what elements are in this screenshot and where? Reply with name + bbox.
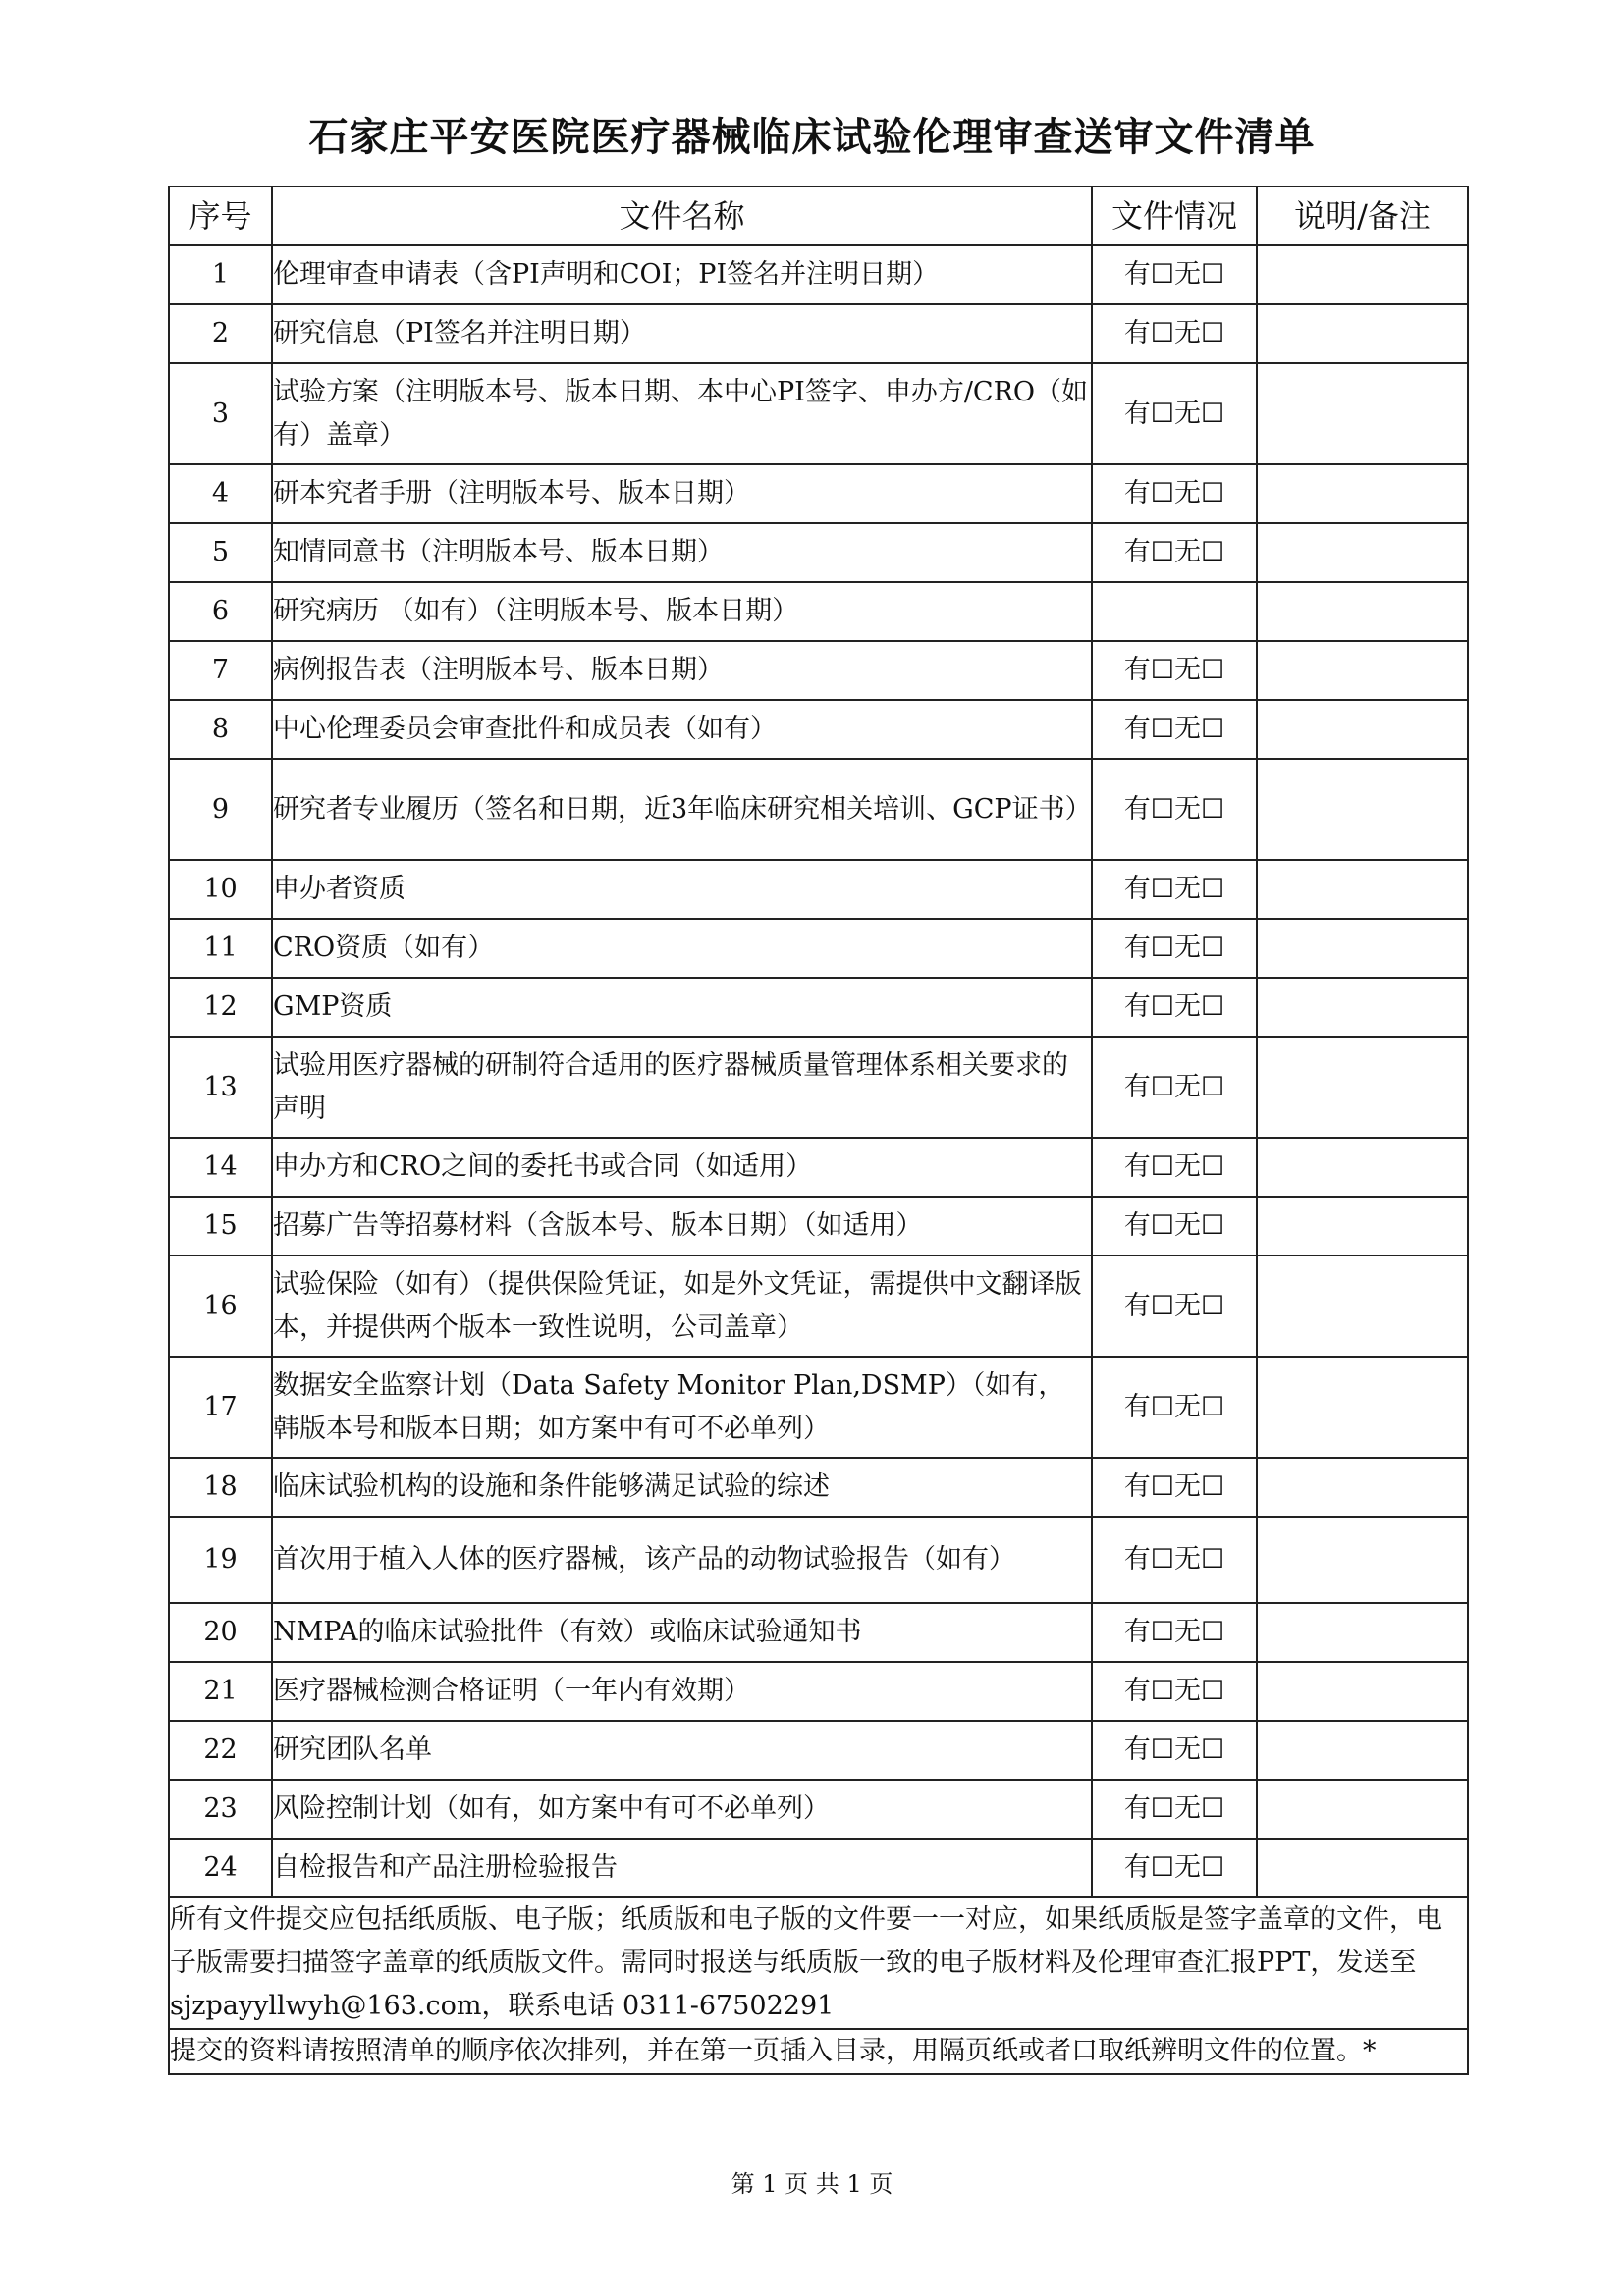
- table-row: [169, 919, 1468, 978]
- row-status-checkbox[interactable]: 有☐无☐: [1092, 245, 1257, 304]
- table-row: [169, 1603, 1468, 1662]
- ordering-instructions: 提交的资料请按照清单的顺序依次排列，并在第一页插入目录，用隔页纸或者口取纸辨明文件的位置。*: [169, 2029, 1468, 2074]
- row-status-checkbox[interactable]: [1092, 582, 1257, 641]
- table-row: [169, 1197, 1468, 1255]
- row-file-name: 中心伦理委员会审查批件和成员表（如有）: [272, 700, 1092, 759]
- table-row: [169, 1662, 1468, 1721]
- row-file-name: 风险控制计划（如有，如方案中有可不必单列）: [272, 1780, 1092, 1839]
- row-remarks[interactable]: [1257, 1662, 1468, 1721]
- row-remarks[interactable]: [1257, 582, 1468, 641]
- table-row: [169, 700, 1468, 759]
- table-row: [169, 1037, 1468, 1138]
- row-status-checkbox[interactable]: 有☐无☐: [1092, 1839, 1257, 1897]
- row-file-name: 病例报告表（注明版本号、版本日期）: [272, 641, 1092, 700]
- row-remarks[interactable]: [1257, 700, 1468, 759]
- table-row: [169, 245, 1468, 304]
- row-number: 8: [169, 700, 272, 759]
- row-number: 13: [169, 1037, 272, 1138]
- row-status-checkbox[interactable]: 有☐无☐: [1092, 1255, 1257, 1357]
- row-file-name: 研本究者手册（注明版本号、版本日期）: [272, 464, 1092, 523]
- row-remarks[interactable]: [1257, 523, 1468, 582]
- row-remarks[interactable]: [1257, 919, 1468, 978]
- row-number: 12: [169, 978, 272, 1037]
- row-number: 19: [169, 1517, 272, 1603]
- header-remarks: 说明/备注: [1257, 187, 1468, 245]
- table-row: [169, 1255, 1468, 1357]
- row-status-checkbox[interactable]: 有☐无☐: [1092, 464, 1257, 523]
- table-row: [169, 1138, 1468, 1197]
- row-file-name: 试验保险（如有）（提供保险凭证，如是外文凭证，需提供中文翻译版本，并提供两个版本一致性说明，公司盖章）: [272, 1255, 1092, 1357]
- row-remarks[interactable]: [1257, 1357, 1468, 1458]
- row-file-name: 申办方和CRO之间的委托书或合同（如适用）: [272, 1138, 1092, 1197]
- row-file-name: 伦理审查申请表（含PI声明和COI；PI签名并注明日期）: [272, 245, 1092, 304]
- row-status-checkbox[interactable]: 有☐无☐: [1092, 700, 1257, 759]
- row-number: 2: [169, 304, 272, 363]
- row-number: 4: [169, 464, 272, 523]
- row-status-checkbox[interactable]: 有☐无☐: [1092, 363, 1257, 464]
- row-number: 24: [169, 1839, 272, 1897]
- row-remarks[interactable]: [1257, 363, 1468, 464]
- table-row: [169, 1517, 1468, 1603]
- table-row: [169, 1780, 1468, 1839]
- row-status-checkbox[interactable]: 有☐无☐: [1092, 1517, 1257, 1603]
- row-number: 9: [169, 759, 272, 860]
- header-number: 序号: [169, 187, 272, 245]
- ordering-note-row: [169, 2029, 1468, 2074]
- row-number: 16: [169, 1255, 272, 1357]
- row-number: 7: [169, 641, 272, 700]
- header-file-name: 文件名称: [272, 187, 1092, 245]
- table-row: [169, 464, 1468, 523]
- row-file-name: CRO资质（如有）: [272, 919, 1092, 978]
- row-number: 5: [169, 523, 272, 582]
- row-remarks[interactable]: [1257, 1458, 1468, 1517]
- row-remarks[interactable]: [1257, 1197, 1468, 1255]
- row-remarks[interactable]: [1257, 978, 1468, 1037]
- row-status-checkbox[interactable]: 有☐无☐: [1092, 1721, 1257, 1780]
- row-file-name: 首次用于植入人体的医疗器械，该产品的动物试验报告（如有）: [272, 1517, 1092, 1603]
- row-file-name: 临床试验机构的设施和条件能够满足试验的综述: [272, 1458, 1092, 1517]
- row-file-name: 研究团队名单: [272, 1721, 1092, 1780]
- row-remarks[interactable]: [1257, 1839, 1468, 1897]
- row-status-checkbox[interactable]: 有☐无☐: [1092, 1138, 1257, 1197]
- row-remarks[interactable]: [1257, 860, 1468, 919]
- row-file-name: 研究者专业履历（签名和日期，近3年临床研究相关培训、GCP证书）: [272, 759, 1092, 860]
- row-status-checkbox[interactable]: 有☐无☐: [1092, 1603, 1257, 1662]
- row-remarks[interactable]: [1257, 1780, 1468, 1839]
- table-row: [169, 1357, 1468, 1458]
- row-status-checkbox[interactable]: 有☐无☐: [1092, 860, 1257, 919]
- table-row: [169, 363, 1468, 464]
- row-number: 10: [169, 860, 272, 919]
- row-number: 22: [169, 1721, 272, 1780]
- row-number: 17: [169, 1357, 272, 1458]
- row-file-name: 自检报告和产品注册检验报告: [272, 1839, 1092, 1897]
- row-number: 11: [169, 919, 272, 978]
- page-number: 第 1 页 共 1 页: [731, 2170, 893, 2198]
- table-row: [169, 304, 1468, 363]
- row-file-name: 研究信息（PI签名并注明日期）: [272, 304, 1092, 363]
- row-file-name: 申办者资质: [272, 860, 1092, 919]
- row-file-name: GMP资质: [272, 978, 1092, 1037]
- row-status-checkbox[interactable]: 有☐无☐: [1092, 523, 1257, 582]
- row-remarks[interactable]: [1257, 1255, 1468, 1357]
- row-file-name: 知情同意书（注明版本号、版本日期）: [272, 523, 1092, 582]
- row-number: 15: [169, 1197, 272, 1255]
- row-remarks[interactable]: [1257, 1721, 1468, 1780]
- row-file-name: 试验用医疗器械的研制符合适用的医疗器械质量管理体系相关要求的声明: [272, 1037, 1092, 1138]
- row-number: 23: [169, 1780, 272, 1839]
- row-status-checkbox[interactable]: 有☐无☐: [1092, 919, 1257, 978]
- table-row: [169, 759, 1468, 860]
- row-status-checkbox[interactable]: 有☐无☐: [1092, 759, 1257, 860]
- table-header-row: [169, 187, 1468, 245]
- row-status-checkbox[interactable]: 有☐无☐: [1092, 1662, 1257, 1721]
- row-status-checkbox[interactable]: 有☐无☐: [1092, 1357, 1257, 1458]
- row-remarks[interactable]: [1257, 245, 1468, 304]
- row-number: 1: [169, 245, 272, 304]
- row-file-name: 研究病历 （如有）（注明版本号、版本日期）: [272, 582, 1092, 641]
- row-status-checkbox[interactable]: 有☐无☐: [1092, 978, 1257, 1037]
- row-status-checkbox[interactable]: 有☐无☐: [1092, 641, 1257, 700]
- row-status-checkbox[interactable]: 有☐无☐: [1092, 304, 1257, 363]
- table-row: [169, 641, 1468, 700]
- row-remarks[interactable]: [1257, 1517, 1468, 1603]
- row-remarks[interactable]: [1257, 464, 1468, 523]
- row-file-name: 医疗器械检测合格证明（一年内有效期）: [272, 1662, 1092, 1721]
- row-status-checkbox[interactable]: 有☐无☐: [1092, 1780, 1257, 1839]
- row-remarks[interactable]: [1257, 641, 1468, 700]
- row-file-name: 招募广告等招募材料（含版本号、版本日期）（如适用）: [272, 1197, 1092, 1255]
- row-number: 18: [169, 1458, 272, 1517]
- document-checklist-table: [168, 186, 1469, 2075]
- table-row: [169, 1839, 1468, 1897]
- table-row: [169, 860, 1468, 919]
- row-file-name: 试验方案（注明版本号、版本日期、本中心PI签字、申办方/CRO（如有）盖章）: [272, 363, 1092, 464]
- row-remarks[interactable]: [1257, 1037, 1468, 1138]
- row-file-name: NMPA的临床试验批件（有效）或临床试验通知书: [272, 1603, 1092, 1662]
- row-remarks[interactable]: [1257, 304, 1468, 363]
- table-row: [169, 582, 1468, 641]
- submission-note-row: [169, 1897, 1468, 2029]
- table-row: [169, 1458, 1468, 1517]
- row-number: 20: [169, 1603, 272, 1662]
- row-number: 21: [169, 1662, 272, 1721]
- row-remarks[interactable]: [1257, 759, 1468, 860]
- row-number: 14: [169, 1138, 272, 1197]
- row-status-checkbox[interactable]: 有☐无☐: [1092, 1458, 1257, 1517]
- row-number: 6: [169, 582, 272, 641]
- submission-instructions: 所有文件提交应包括纸质版、电子版；纸质版和电子版的文件要一一对应，如果纸质版是签字盖章的文件，电子版需要扫描签字盖章的纸质版文件。需同时报送与纸质版一致的电子版材料及伦理审查汇报PPT，发送至sjzpayyllwyh@163.com，联系电话 0311-67502291: [169, 1897, 1468, 2029]
- header-file-status: 文件情况: [1092, 187, 1257, 245]
- document-title: 石家庄平安医院医疗器械临床试验伦理审查送审文件清单: [308, 115, 1316, 160]
- row-status-checkbox[interactable]: 有☐无☐: [1092, 1037, 1257, 1138]
- row-file-name: 数据安全监察计划（Data Safety Monitor Plan,DSMP）（如有，韩版本号和版本日期；如方案中有可不必单列）: [272, 1357, 1092, 1458]
- row-remarks[interactable]: [1257, 1138, 1468, 1197]
- row-remarks[interactable]: [1257, 1603, 1468, 1662]
- row-number: 3: [169, 363, 272, 464]
- table-row: [169, 1721, 1468, 1780]
- table-row: [169, 523, 1468, 582]
- row-status-checkbox[interactable]: 有☐无☐: [1092, 1197, 1257, 1255]
- table-row: [169, 978, 1468, 1037]
